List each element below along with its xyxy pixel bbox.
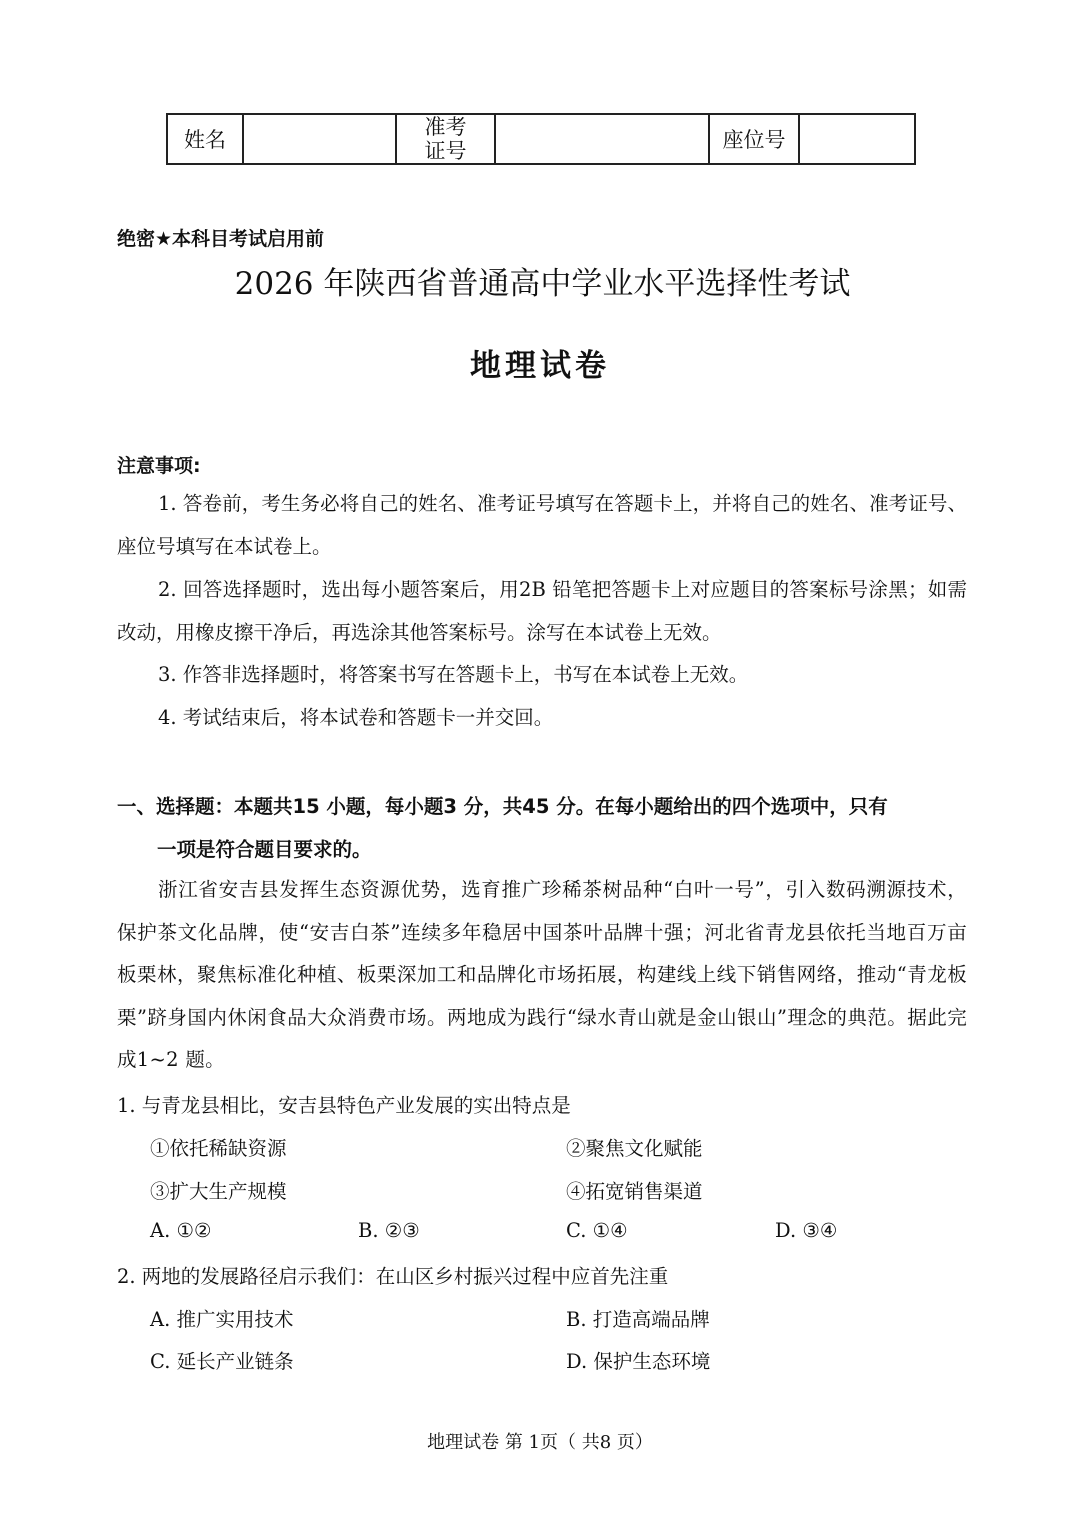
ticket-field[interactable] (495, 114, 709, 164)
exam-title: 2026 年陕西省普通高中学业水平选择性考试 (234, 266, 851, 302)
secret-notice: 绝密★本科目考试启用前 (117, 228, 325, 250)
notice-heading: 注意事项: (117, 455, 201, 477)
candidate-info-table (166, 113, 916, 165)
q1-option-d[interactable]: D. ③④ (775, 1219, 838, 1242)
q1-option-b[interactable]: B. ②③ (358, 1219, 420, 1242)
notice-item-3: 3. 作答非选择题时，将答案书写在答题卡上，书写在本试卷上无效。 (158, 663, 749, 686)
q1-statement-1: ①依托稀缺资源 (150, 1137, 287, 1160)
section-heading-line1: 一、选择题：本题共15 小题，每小题3 分，共45 分。在每小题给出的四个选项中，只有 (117, 795, 888, 818)
q1-statement-2: ②聚焦文化赋能 (566, 1137, 703, 1160)
name-label: 姓名 (167, 114, 243, 164)
seat-label: 座位号 (709, 114, 799, 164)
notice-item-1: 1. 答卷前，考生务必将自己的姓名、准考证号填写在答题卡上，并将自己的姓名、准考证号、座位号填写在本试卷上。 (117, 492, 967, 558)
q2-option-a[interactable]: A. 推广实用技术 (150, 1308, 294, 1331)
q2-option-b[interactable]: B. 打造高端品牌 (566, 1308, 710, 1331)
question-2-stem: 2. 两地的发展路径启示我们：在山区乡村振兴过程中应首先注重 (117, 1265, 669, 1288)
passage: 浙江省安吉县发挥生态资源优势，选育推广珍稀茶树品种“白叶一号”，引入数码溯源技术，保护茶文化品牌，使“安吉白茶”连续多年稳居中国茶叶品牌十强；河北省青龙县依托当地百万亩板栗林，聚焦标准化种植、板栗深加工和品牌化市场拓展，构建线上线下销售网络，推动“青龙板栗”跻身国内休闲食品大众消费市场。两地成为践行“绿水青山就是金山银山”理念的典范。据此完成1~2 题。 (117, 878, 967, 1071)
q1-option-c[interactable]: C. ①④ (566, 1219, 628, 1242)
q1-statement-3: ③扩大生产规模 (150, 1180, 287, 1203)
notice-item-2: 2. 回答选择题时，选出每小题答案后，用2B 铅笔把答题卡上对应题目的答案标号涂黑；如需改动，用橡皮擦干净后，再选涂其他答案标号。涂写在本试卷上无效。 (117, 578, 967, 644)
name-field[interactable] (243, 114, 396, 164)
seat-field[interactable] (799, 114, 915, 164)
notice-item-4: 4. 考试结束后，将本试卷和答题卡一并交回。 (158, 706, 554, 729)
q1-option-a[interactable]: A. ①② (150, 1219, 212, 1242)
question-1-stem: 1. 与青龙县相比，安吉县特色产业发展的实出特点是 (117, 1094, 571, 1117)
q1-statement-4: ④拓宽销售渠道 (566, 1180, 703, 1203)
q2-option-d[interactable]: D. 保护生态环境 (566, 1350, 711, 1373)
q2-option-c[interactable]: C. 延长产业链条 (150, 1350, 294, 1373)
section-heading-line2: 一项是符合题目要求的。 (157, 838, 372, 861)
page-footer: 地理试卷 第 1页（ 共8 页） (427, 1432, 653, 1453)
exam-subtitle: 地理试卷 (470, 348, 610, 384)
ticket-label: 准考 证号 (396, 114, 495, 164)
section-heading (117, 785, 972, 871)
